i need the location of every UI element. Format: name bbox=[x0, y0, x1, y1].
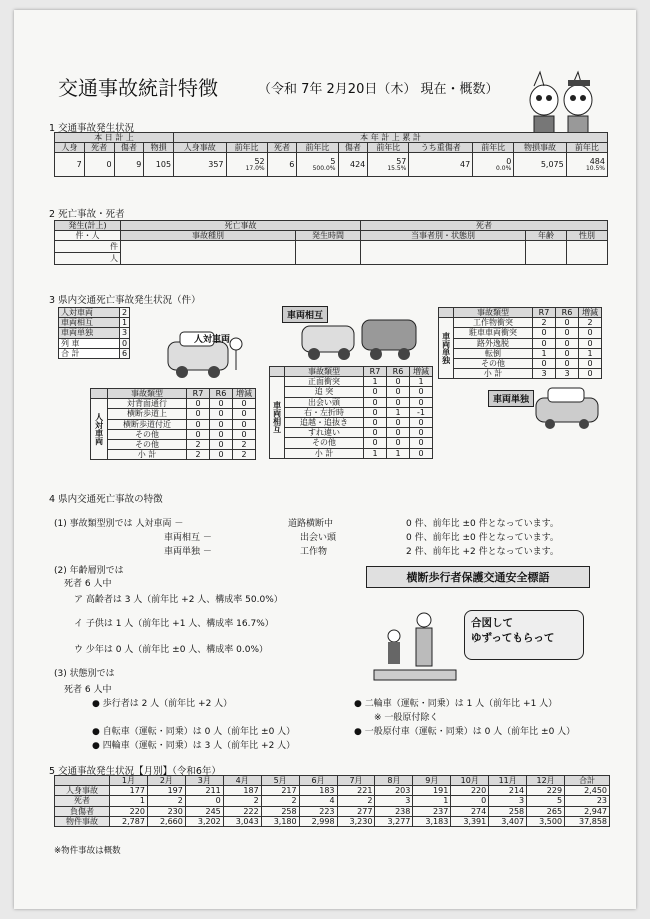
row-label: 小 計 bbox=[108, 450, 187, 460]
cell-value: 2,450 bbox=[565, 786, 610, 796]
month-header: 6月 bbox=[299, 776, 337, 786]
percent: 10.5% bbox=[585, 165, 605, 173]
row-label: 追 突 bbox=[285, 387, 364, 397]
cell-value bbox=[368, 153, 409, 177]
cell-value: 0 bbox=[579, 328, 602, 338]
col-header: 死者 bbox=[267, 143, 297, 153]
month-header: 12月 bbox=[527, 776, 565, 786]
value: 7 bbox=[76, 160, 82, 170]
cell-value: 0 bbox=[185, 796, 223, 806]
cell-value: 0 bbox=[364, 428, 387, 438]
value: 0 bbox=[506, 156, 512, 166]
page-title: 交通事故統計特徴 bbox=[58, 76, 218, 100]
value: 484 bbox=[589, 156, 605, 166]
summary-label: 車両相互 bbox=[59, 318, 120, 328]
col-header: R7 bbox=[187, 389, 210, 399]
row-label: その他 bbox=[108, 429, 187, 439]
cell-value: 2 bbox=[187, 450, 210, 460]
page-subtitle: （令和 7年 2月20日（木） 現在・概数） bbox=[258, 82, 499, 97]
cell-value: 0 bbox=[451, 796, 489, 806]
cell-value: 0 bbox=[210, 419, 233, 429]
cell-value: 5 bbox=[527, 796, 565, 806]
row-label: 転倒 bbox=[454, 348, 533, 358]
cell-value: 177 bbox=[110, 786, 148, 796]
value: 357 bbox=[208, 160, 224, 170]
value: 105 bbox=[155, 160, 172, 170]
row-label: 横断歩道付近 bbox=[108, 419, 187, 429]
cell-value: 0 bbox=[387, 417, 410, 427]
section-5-title: 5 交通事故発生状況【月別】（令和6年） bbox=[49, 766, 221, 777]
cell-value bbox=[55, 153, 85, 177]
cell-value: 1 bbox=[410, 377, 433, 387]
cell-value: 265 bbox=[527, 806, 565, 816]
accident-status-table bbox=[54, 132, 608, 177]
col-header: R6 bbox=[210, 389, 233, 399]
monthly-table bbox=[54, 775, 610, 827]
cell-value: 4 bbox=[299, 796, 337, 806]
summary-label: 人対車両 bbox=[59, 308, 120, 318]
month-header: 11月 bbox=[489, 776, 527, 786]
cell-value: 220 bbox=[451, 786, 489, 796]
col-header: 前年比 bbox=[566, 143, 607, 153]
cell-value: 245 bbox=[185, 806, 223, 816]
month-header: 合計 bbox=[565, 776, 610, 786]
cell-value: 214 bbox=[489, 786, 527, 796]
value: 5 bbox=[330, 156, 336, 166]
cell-value: 0 bbox=[410, 438, 433, 448]
slogan-title: 横断歩行者保護交通安全標語 bbox=[366, 566, 590, 588]
cell-value bbox=[114, 153, 144, 177]
col-header: 増減 bbox=[579, 308, 602, 318]
cell-value: 0 bbox=[233, 419, 256, 429]
value: 0 bbox=[106, 160, 112, 170]
section-3-title: 3 県内交通死亡事故発生状況（件） bbox=[49, 295, 201, 306]
cell-value: 222 bbox=[223, 806, 261, 816]
col-header: 前年比 bbox=[473, 143, 514, 153]
cell-value: 197 bbox=[147, 786, 185, 796]
car-illustration-single bbox=[532, 384, 604, 430]
col-header: 死者 bbox=[84, 143, 114, 153]
value: 9 bbox=[136, 160, 142, 170]
value: 424 bbox=[349, 160, 366, 170]
col-header: 物損 bbox=[144, 143, 174, 153]
month-header: 1月 bbox=[110, 776, 148, 786]
col-header: R6 bbox=[556, 308, 579, 318]
cell-value: 0 bbox=[410, 387, 433, 397]
row-label: 工作物衝突 bbox=[454, 318, 533, 328]
cell-value: 187 bbox=[223, 786, 261, 796]
cell-value: 0 bbox=[410, 428, 433, 438]
percent: 15.5% bbox=[387, 165, 407, 173]
cell-value: 0 bbox=[210, 409, 233, 419]
percent: 500.0% bbox=[312, 165, 336, 173]
cell-value: 0 bbox=[579, 338, 602, 348]
cell-value: 1 bbox=[579, 348, 602, 358]
cell-value: 3,202 bbox=[185, 816, 223, 826]
cell-value: 0 bbox=[556, 358, 579, 368]
cell-value: 3 bbox=[556, 369, 579, 379]
cell-value: 3 bbox=[489, 796, 527, 806]
cell-value: 0 bbox=[187, 409, 210, 419]
row-label: 路外逸脱 bbox=[454, 338, 533, 348]
row-label: 死者 bbox=[55, 796, 110, 806]
cell-value: 0 bbox=[410, 417, 433, 427]
col-header: 前年比 bbox=[368, 143, 409, 153]
month-header: 9月 bbox=[413, 776, 451, 786]
row-label: 正面衝突 bbox=[285, 377, 364, 387]
cell-value: 2,947 bbox=[565, 806, 610, 816]
label-veh: 車両相互 bbox=[282, 306, 328, 323]
cell-value: 23 bbox=[565, 796, 610, 806]
cell-value: 0 bbox=[364, 407, 387, 417]
col-header: 前年比 bbox=[226, 143, 267, 153]
cell-value: 230 bbox=[147, 806, 185, 816]
month-header: 5月 bbox=[261, 776, 299, 786]
cell-value bbox=[338, 153, 368, 177]
row-label: 横断歩道上 bbox=[108, 409, 187, 419]
cell-value: 0 bbox=[233, 429, 256, 439]
cell-value: 2 bbox=[337, 796, 375, 806]
row-label: 右・左折時 bbox=[285, 407, 364, 417]
side-label: 車両相互 bbox=[270, 377, 285, 459]
cell-value: 2 bbox=[233, 450, 256, 460]
fatal-summary-table bbox=[58, 307, 130, 359]
row-label: その他 bbox=[108, 439, 187, 449]
today-header: 本 日 計 上 bbox=[55, 133, 174, 143]
crossing-illustration bbox=[370, 592, 460, 684]
cell-value: 3 bbox=[533, 369, 556, 379]
label-single: 車両単独 bbox=[488, 390, 534, 407]
cell-value: 0 bbox=[210, 439, 233, 449]
cell-value: 2 bbox=[147, 796, 185, 806]
col-header: 増減 bbox=[233, 389, 256, 399]
month-header: 4月 bbox=[223, 776, 261, 786]
cell-value: 1 bbox=[387, 448, 410, 458]
cell-value: 1 bbox=[364, 377, 387, 387]
percent: 17.0% bbox=[245, 165, 265, 173]
cell-value: 0 bbox=[233, 409, 256, 419]
cell-value: 220 bbox=[110, 806, 148, 816]
cell-value bbox=[267, 153, 297, 177]
cell-value: 1 bbox=[533, 348, 556, 358]
cell-value: 2 bbox=[223, 796, 261, 806]
cell-value: 203 bbox=[375, 786, 413, 796]
cell-value: 217 bbox=[261, 786, 299, 796]
cell-value: 211 bbox=[185, 786, 223, 796]
col-header: R6 bbox=[387, 367, 410, 377]
cell-value bbox=[409, 153, 473, 177]
cell-value: 3,180 bbox=[261, 816, 299, 826]
row-label: すれ違い bbox=[285, 428, 364, 438]
cell-value: 37,858 bbox=[565, 816, 610, 826]
vehicle-vehicle-table bbox=[269, 366, 433, 459]
cell-value: 2 bbox=[187, 439, 210, 449]
cell-value: 0 bbox=[579, 358, 602, 368]
cell-value bbox=[566, 153, 607, 177]
ped-vehicle-table bbox=[90, 388, 256, 460]
col-header: 事故類型 bbox=[285, 367, 364, 377]
cell-value: 274 bbox=[451, 806, 489, 816]
cell-value: 0 bbox=[533, 358, 556, 368]
month-header: 10月 bbox=[451, 776, 489, 786]
cell-value: 2 bbox=[233, 439, 256, 449]
cell-value: 1 bbox=[110, 796, 148, 806]
cell-value: 3,277 bbox=[375, 816, 413, 826]
col-header: R7 bbox=[533, 308, 556, 318]
cell-value: 0 bbox=[387, 428, 410, 438]
value: 52 bbox=[254, 156, 265, 166]
summary-count: 6 bbox=[120, 348, 130, 358]
cell-value: 0 bbox=[387, 438, 410, 448]
cell-value: 3,391 bbox=[451, 816, 489, 826]
cell-value: 0 bbox=[187, 419, 210, 429]
car-collision-illustration bbox=[300, 316, 420, 366]
month-header: 3月 bbox=[185, 776, 223, 786]
value: 47 bbox=[459, 160, 471, 170]
cell-value: 2 bbox=[261, 796, 299, 806]
cell-value: 3,230 bbox=[337, 816, 375, 826]
row-label: 駐車車両衝突 bbox=[454, 328, 533, 338]
document-page: 交通事故統計特徴 （令和 7年 2月20日（木） 現在・概数） 1 交通事故発生状況 本 日 計 上 本 年 計 上 累 計 人身 死者 傷者 物損 人身事故 前年比 死者 前年比 傷者 前年比 うち重傷者 前年比 物損事故 前年比 7 0 9 105 357 52 17.0% 6 5 500.0% 424 57 15.5% 47 0 0.0% 5,075 484 10.5% 2 死亡事故・死者 発生(計上) 死亡事故 死者 件・人 事故種別 発生時間 当事者別・状態別 年齢 性別 件 人 3 県内交通死亡事故発生状況（件） 人対車両 2 車両相互 1 車両単独 3 列 車 0 合 計 6 人対車両 事故類型 R7 R6 増減 人対車両 対背面通行 0 0 0 横断歩道上 0 0 0 横断歩道付近 0 0 0 その他 0 0 0 その他 2 0 2 小 計 2 0 2 車両相互 事故類型 R7 R6 増減 車両相互 正面衝突 1 0 1 追 突 0 0 0 出会い頭 0 0 0 右・左折時 0 1 -1 追越・追抜き 0 0 0 すれ違い 0 0 0 その他 0 0 0 小 計 1 1 0 事故類型 R7 R6 増減 車両単独 工作物衝突 2 0 2 駐車車両衝突 0 0 0 路外逸脱 0 0 0 転倒 1 0 1 その他 0 0 0 小 計 3 3 0 車両単独 4 県内交通死亡事故の特徴 (1) 事故類型別では 人対車両 － 道路横断中 0 件、前年比 ±0 件となっています。 車両相互 － 出会い頭 0 件、前年比 ±0 件となっています。 車両単独 － 工作物 2 件、前年比 +2 件となっています。 (2) 年齢層別では 死者 6 人中 ア 高齢者は 3 人（前年比 +2 人、構成率 50.0%） イ 子供は 1 人（前年比 +1 人、構成率 16.7%） ウ 少年は 0 人（前年比 ±0 人、構成率 0.0%） 横断歩行者保護交通安全標語 合図して ゆずってもらって (3) 状態別では 死者 6 人中 ● 歩行者は 2 人（前年比 +2 人） ● 自転車（運転・同乗）は 0 人（前年比 ±0 人） ● 四輪車（運転・同乗）は 3 人（前年比 +2 人） ● 二輪車（運転・同乗）は 1 人（前年比 +1 人） ※ 一般原付除く ● 一般原付車（運転・同乗）は 0 人（前年比 ±0 人） 5 交通事故発生状況【月別】（令和6年） 1月 2月 3月 4月 5月 6月 7月 8月 9月 10月 11月 12月 合計 人身事故 177 197 211 187 217 183 221 203 191 220 214 229 2,450 死者 1 2 0 2 2 4 2 3 1 0 3 5 23 負傷者 220 230 245 222 258 223 277 238 237 274 258 265 2,947 物件事故 2,787 2,660 3,202 3,043 3,180 2,998 3,230 3,277 3,183 3,391 3,407 3,500 37,858 ※物件事故は概数 bbox=[14, 10, 636, 909]
percent: 0.0% bbox=[496, 165, 512, 173]
summary-label: 列 車 bbox=[59, 338, 120, 348]
cell-value: 0 bbox=[556, 328, 579, 338]
label-ped: 人対車両 bbox=[194, 335, 231, 345]
cell-value: 0 bbox=[556, 348, 579, 358]
cell-value: 1 bbox=[387, 407, 410, 417]
year-header: 本 年 計 上 累 計 bbox=[174, 133, 608, 143]
cell-value: 0 bbox=[364, 438, 387, 448]
cell-value: 3,407 bbox=[489, 816, 527, 826]
col-header: うち重傷者 bbox=[409, 143, 473, 153]
cell-value bbox=[473, 153, 514, 177]
summary-count: 2 bbox=[120, 308, 130, 318]
col-header: 前年比 bbox=[297, 143, 338, 153]
section-4-title: 4 県内交通死亡事故の特徴 bbox=[49, 494, 163, 505]
side-label: 人対車両 bbox=[91, 399, 108, 460]
cell-value: 0 bbox=[364, 397, 387, 407]
col-header: 人身 bbox=[55, 143, 85, 153]
cell-value: 2,787 bbox=[110, 816, 148, 826]
month-header: 7月 bbox=[337, 776, 375, 786]
cell-value: 3,500 bbox=[527, 816, 565, 826]
cell-value: 0 bbox=[556, 338, 579, 348]
row-label: その他 bbox=[454, 358, 533, 368]
slogan-panel bbox=[366, 566, 590, 686]
col-header: 傷者 bbox=[114, 143, 144, 153]
row-label: その他 bbox=[285, 438, 364, 448]
value: 57 bbox=[396, 156, 407, 166]
cell-value: 258 bbox=[261, 806, 299, 816]
cell-value: 0 bbox=[533, 328, 556, 338]
col-header: 事故類型 bbox=[108, 389, 187, 399]
cell-value: 237 bbox=[413, 806, 451, 816]
col-header: 事故類型 bbox=[454, 308, 533, 318]
fatal-accident-table: 発生(計上) 死亡事故 死者 件・人 事故種別 発生時間 当事者別・状態別 年齢 性別 件 人 bbox=[54, 220, 608, 265]
cell-value: 223 bbox=[299, 806, 337, 816]
cell-value bbox=[174, 153, 226, 177]
cell-value bbox=[297, 153, 338, 177]
cell-value: 0 bbox=[410, 397, 433, 407]
row-label: 人身事故 bbox=[55, 786, 110, 796]
cell-value: 0 bbox=[387, 377, 410, 387]
summary-label: 車両単独 bbox=[59, 328, 120, 338]
cell-value: 0 bbox=[187, 399, 210, 409]
cell-value: 229 bbox=[527, 786, 565, 796]
row-label: 小 計 bbox=[454, 369, 533, 379]
cell-value bbox=[514, 153, 566, 177]
cell-value: 3,043 bbox=[223, 816, 261, 826]
month-header: 8月 bbox=[375, 776, 413, 786]
cell-value: 0 bbox=[579, 369, 602, 379]
cell-value bbox=[84, 153, 114, 177]
row-label: 小 計 bbox=[285, 448, 364, 458]
cell-value: 2,998 bbox=[299, 816, 337, 826]
cell-value: 191 bbox=[413, 786, 451, 796]
value: 6 bbox=[289, 160, 295, 170]
section-1-title: 1 交通事故発生状況 bbox=[49, 123, 135, 134]
cell-value: 3 bbox=[375, 796, 413, 806]
col-header: 傷者 bbox=[338, 143, 368, 153]
cell-value: 0 bbox=[210, 450, 233, 460]
cell-value: 0 bbox=[556, 318, 579, 328]
row-label: 出会い頭 bbox=[285, 397, 364, 407]
cell-value: 0 bbox=[210, 429, 233, 439]
cell-value bbox=[144, 153, 174, 177]
cell-value: 2 bbox=[579, 318, 602, 328]
cell-value: 258 bbox=[489, 806, 527, 816]
cell-value: 0 bbox=[387, 387, 410, 397]
cell-value: 1 bbox=[413, 796, 451, 806]
row-label: 追越・追抜き bbox=[285, 417, 364, 427]
cell-value: 183 bbox=[299, 786, 337, 796]
value: 5,075 bbox=[540, 160, 564, 170]
cell-value: 3,183 bbox=[413, 816, 451, 826]
col-header: 人身事故 bbox=[174, 143, 226, 153]
col-header: 物損事故 bbox=[514, 143, 566, 153]
summary-count: 0 bbox=[120, 338, 130, 348]
cell-value: 0 bbox=[364, 387, 387, 397]
row-label: 負傷者 bbox=[55, 806, 110, 816]
cell-value: 2,660 bbox=[147, 816, 185, 826]
single-vehicle-table bbox=[438, 307, 602, 379]
cell-value: 0 bbox=[410, 448, 433, 458]
row-label: 対背面通行 bbox=[108, 399, 187, 409]
month-header: 2月 bbox=[147, 776, 185, 786]
summary-label: 合 計 bbox=[59, 348, 120, 358]
monthly-note: ※物件事故は概数 bbox=[54, 846, 121, 856]
cell-value: -1 bbox=[410, 407, 433, 417]
summary-count: 1 bbox=[120, 318, 130, 328]
cell-value: 221 bbox=[337, 786, 375, 796]
cell-value: 0 bbox=[210, 399, 233, 409]
section-2-title: 2 死亡事故・死者 bbox=[49, 209, 125, 220]
cell-value: 0 bbox=[387, 397, 410, 407]
cell-value: 277 bbox=[337, 806, 375, 816]
summary-count: 3 bbox=[120, 328, 130, 338]
cell-value: 1 bbox=[364, 448, 387, 458]
cell-value: 2 bbox=[533, 318, 556, 328]
cell-value: 0 bbox=[233, 399, 256, 409]
slogan-text: 合図して ゆずってもらって bbox=[464, 610, 584, 660]
col-header: 増減 bbox=[410, 367, 433, 377]
cell-value bbox=[226, 153, 267, 177]
col-header: R7 bbox=[364, 367, 387, 377]
cell-value: 0 bbox=[187, 429, 210, 439]
side-label: 車両単独 bbox=[439, 318, 454, 379]
cell-value: 0 bbox=[533, 338, 556, 348]
cell-value: 238 bbox=[375, 806, 413, 816]
row-label: 物件事故 bbox=[55, 816, 110, 826]
cell-value: 0 bbox=[364, 417, 387, 427]
